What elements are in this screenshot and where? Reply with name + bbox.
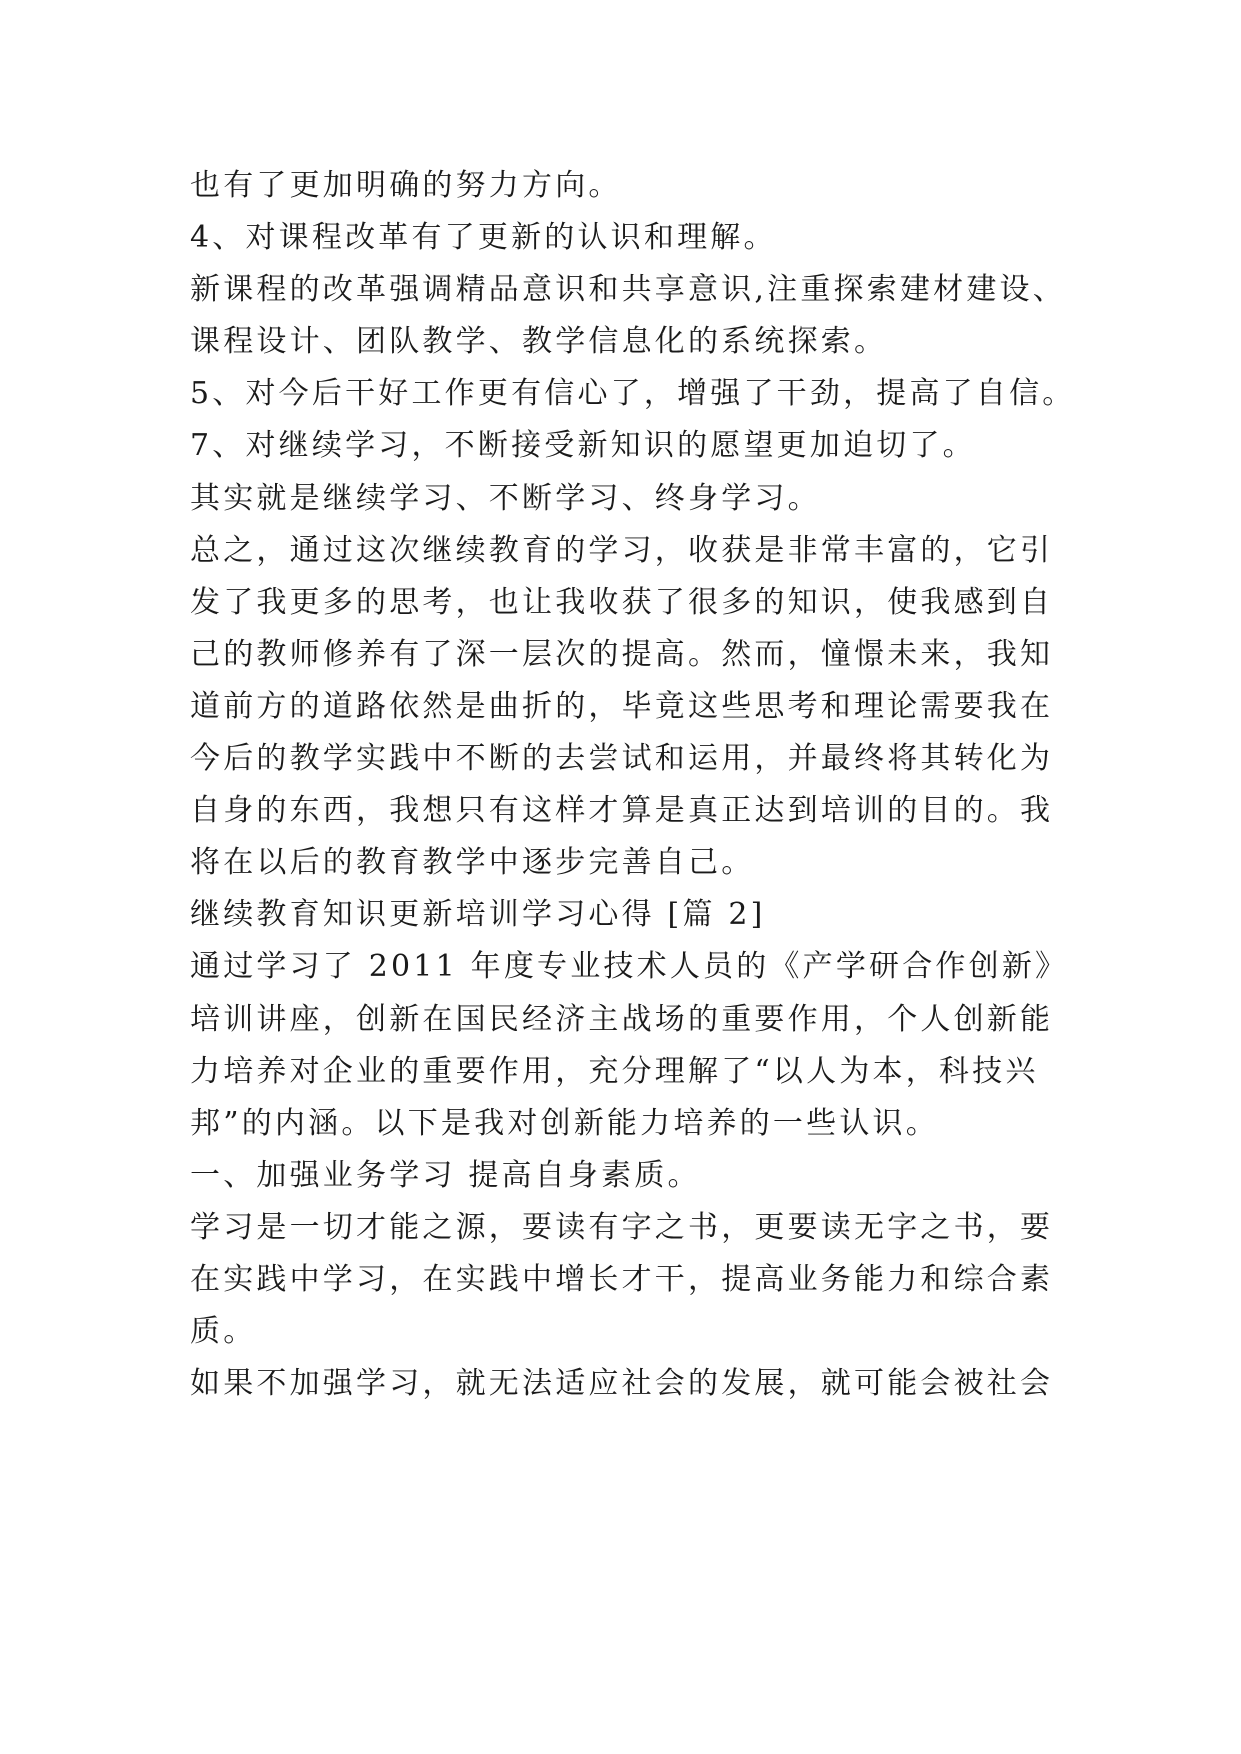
text-line: 发了我更多的思考，也让我收获了很多的知识，使我感到自 [190, 584, 1054, 620]
text-line: 其实就是继续学习、不断学习、终身学习。 [190, 480, 821, 516]
text-line: 质。 [190, 1314, 257, 1350]
text-line: 新课程的改革强调精品意识和共享意识,注重探索建材建设、 [190, 272, 1066, 308]
text-line: 总之，通过这次继续教育的学习，收获是非常丰富的，它引 [190, 532, 1054, 568]
text-line: 将在以后的教育教学中逐步完善自己。 [190, 845, 755, 881]
text-line: 今后的教学实践中不断的去尝试和运用，并最终将其转化为 [190, 741, 1054, 777]
text-line: 在实践中学习，在实践中增长才干，提高业务能力和综合素 [190, 1261, 1054, 1297]
text-line: 也有了更加明确的努力方向。 [190, 168, 622, 203]
text-line: 力培养对企业的重要作用，充分理解了“以人为本，科技兴 [190, 1053, 1039, 1089]
text-line: 自身的东西，我想只有这样才算是真正达到培训的目的。我 [190, 793, 1054, 829]
document-body [190, 160, 1090, 1410]
text-line: 如果不加强学习，就无法适应社会的发展，就可能会被社会 [190, 1366, 1054, 1402]
text-line: 通过学习了 2011 年度专业技术人员的《产学研合作创新》 [190, 949, 1069, 985]
text-line: 己的教师修养有了深一层次的提高。然而，憧憬未来，我知 [190, 636, 1054, 672]
text-line: 5、对今后干好工作更有信心了，增强了干劲，提高了自信。 [190, 376, 1076, 412]
section-heading: 继续教育知识更新培训学习心得 [篇 2] [190, 897, 766, 933]
text-line: 邦”的内涵。以下是我对创新能力培养的一些认识。 [190, 1105, 939, 1141]
text-line: 道前方的道路依然是曲折的，毕竟这些思考和理论需要我在 [190, 688, 1054, 724]
text-line: 培训讲座，创新在国民经济主战场的重要作用，个人创新能 [190, 1001, 1054, 1037]
text-line: 7、对继续学习，不断接受新知识的愿望更加迫切了。 [190, 428, 976, 464]
subsection-heading: 一、加强业务学习 提高自身素质。 [190, 1157, 701, 1193]
text-line: 课程设计、团队教学、教学信息化的系统探索。 [190, 324, 888, 360]
text-line: 4、对课程改革有了更新的认识和理解。 [190, 220, 777, 256]
text-line: 学习是一切才能之源，要读有字之书，更要读无字之书，要 [190, 1209, 1054, 1245]
